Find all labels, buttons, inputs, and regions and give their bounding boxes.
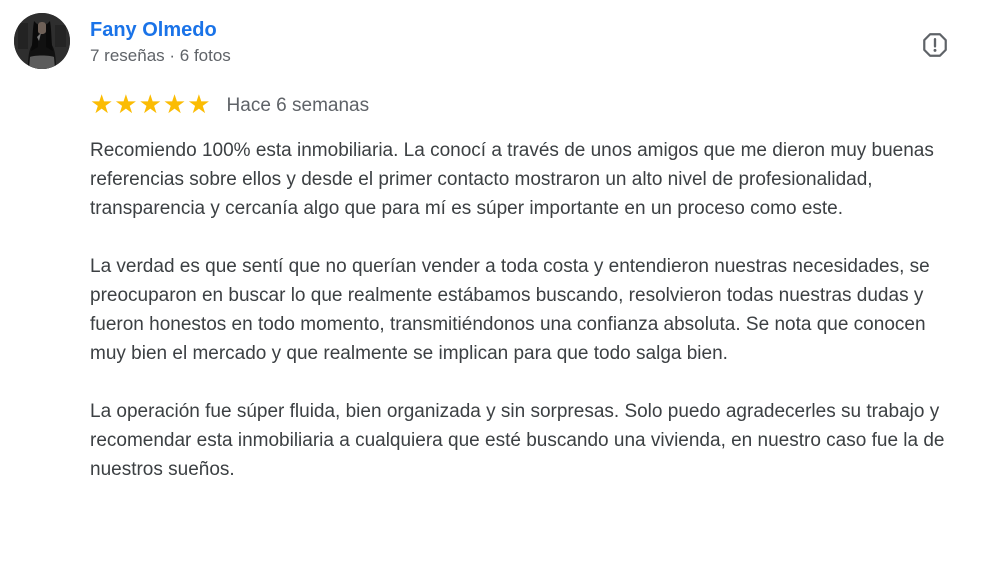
report-flag-icon (921, 31, 949, 59)
review-date: Hace 6 semanas (226, 95, 370, 116)
rating-row (90, 91, 985, 119)
avatar-photo (14, 13, 70, 69)
review-paragraph-3: La operación fue súper fluida, bien organizada y sin sorpresas. Solo puedo agradecerles su trabajo y recomendar esta inmobiliaria a cualquiera que esté buscando una vivienda, en nuestro caso fue la de nuestros sueños. (90, 401, 945, 480)
report-review-button[interactable] (921, 31, 949, 59)
star-rating: ★★★★★ (90, 90, 212, 120)
review-paragraph-1: Recomiendo 100% esta inmobiliaria. La conocí a través de unos amigos que me dieron muy buenas referencias sobre ellos y desde el primer contacto mostraron un alto nivel de profesionalidad, transparencia y cercanía algo que para mí es súper importante en un proceso como este. (90, 140, 934, 219)
author-stats: 7 reseñas · 6 fotos (90, 46, 231, 65)
author-name-link[interactable]: Fany Olmedo (90, 19, 217, 41)
review-header (14, 13, 985, 69)
avatar[interactable] (14, 13, 70, 69)
review-text (90, 136, 966, 484)
author-block (90, 13, 231, 67)
review-paragraph-2: La verdad es que sentí que no querían vender a toda costa y entendieron nuestras necesidades, se preocuparon en buscar lo que realmente estábamos buscando, resolvieron todas nuestras dudas y fueron honestos en todo momento, transmitiéndonos una confianza absoluta. Se nota que conocen muy bien el mercado y que realmente se implican para que todo salga bien. (90, 256, 930, 364)
